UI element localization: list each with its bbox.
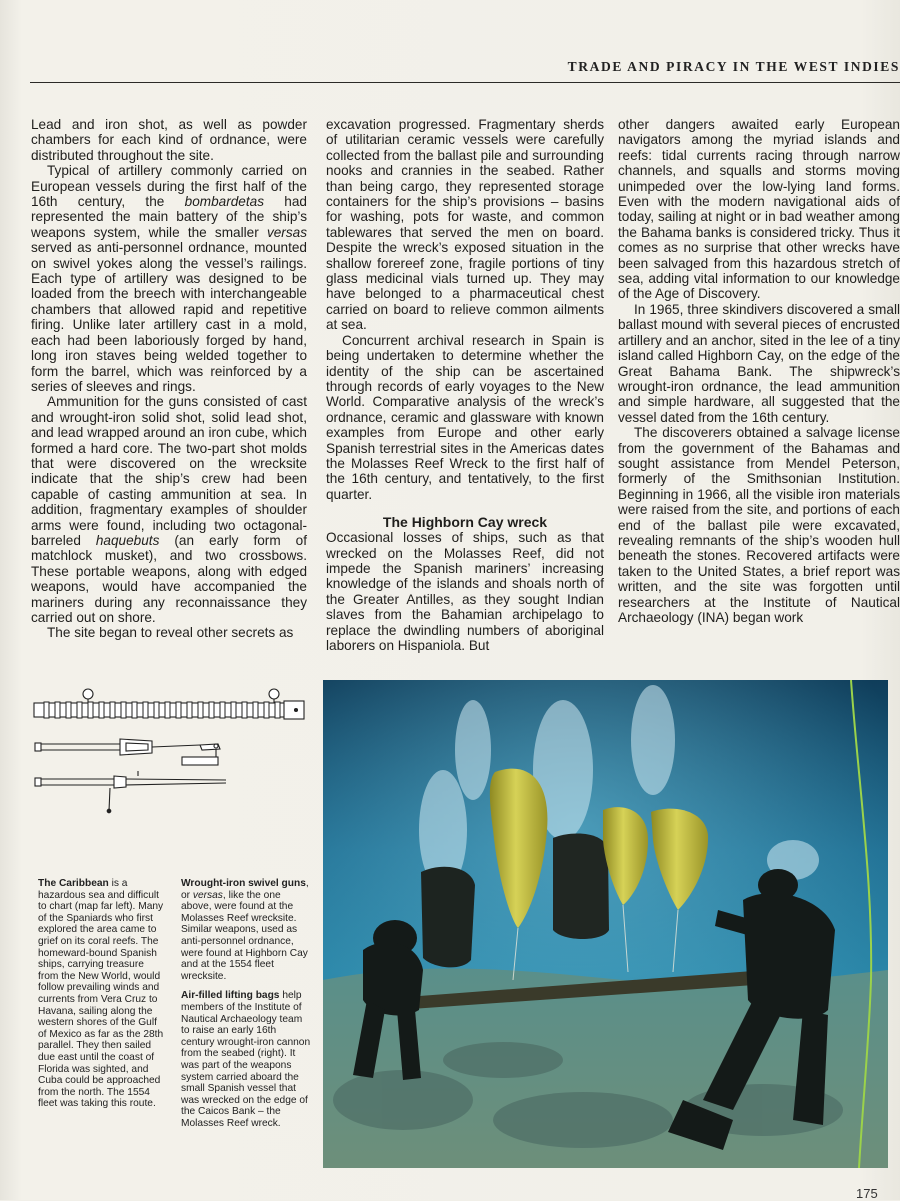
text-column-3 bbox=[618, 117, 900, 625]
caption-title: Air-filled lifting bags bbox=[181, 990, 280, 1002]
caption-lifting-bags: Air-filled lifting bags help members of the Institute of Nautical Archaeology team to raise an early 16th century wrought-iron cannon from the seabed (right). It was part of the weapons system carried aboard the small Spanish vessel that was wrecked on the edge of the Caicos Bank – the Molasses Reef wreck. bbox=[181, 990, 311, 1129]
section-heading: The Highborn Cay wreck bbox=[382, 514, 548, 531]
caption-title: Wrought-iron swivel guns bbox=[181, 878, 306, 889]
paragraph: Occasional losses of ships, such as that wrecked on the Molasses Reef, did not impede the Spanish mariners’ increasing knowledge of the islands and shoals north of the Greater Antilles, as they sought Indian slaves from the Bahamian archipelago to replace the dwindling numbers of aboriginal laborers on Hispaniola. But bbox=[326, 530, 604, 653]
caption-title: The Caribbean bbox=[38, 878, 109, 889]
paragraph: In 1965, three skindivers discovered a small ballast mound with several pieces of encrusted artillery and an anchor, sited in the lee of a tiny island called Highborn Cay, on the edge of the Great Bahama Bank. The shipwreck’s wrought-iron ordnance, the lead ammunition and simple hardware, all suggested that the vessel dated from the 16th century. bbox=[618, 301, 900, 425]
paragraph: Ammunition for the guns consisted of cast and wrought-iron solid shot, solid lead shot, and lead wrapped around an iron cube, which formed a hard core. The two-part shot molds that were discovered on the wrecksite indicate that the ship’s crew had been capable of casting ammunition at sea. In addition, fragmentary examples of shoulder arms were found, including two octagonal-barreled haquebuts (an early form of matchlock musket), and two crossbows. These portable weapons, along with edged weapons, would have accompanied the mariners during any reconnaissance they carried out on shore. bbox=[31, 394, 307, 625]
running-head-title: TRADE AND PIRACY IN THE WEST INDIES bbox=[567, 59, 900, 74]
swivel-gun-drawing bbox=[30, 683, 312, 823]
paragraph: The discoverers obtained a salvage license from the government of the Bahamas and sought assistance from Mendel Peterson, formerly of the Smithsonian Institution. Beginning in 1966, all the visible iron materials were raised from the site, and portions of each end of the ballast pile were excavated, revealing remnants of the ship’s wooden hull beneath the stones. Recovered artifacts were taken to the United States, a brief report was written, and the site was forgotten until researchers at the Institute of Nautical Archaeology (INA) began work bbox=[618, 425, 900, 625]
paragraph: excavation progressed. Fragmentary sherds of utilitarian ceramic vessels were carefully collected from the ballast pile and surrounding nooks and crannies in the seabed. Rather than being cargo, they represented storage containers for the ship’s provisions – basins for washing, pots for waste, and common tablewares that served the men on board. Despite the wreck’s exposed situation in the shallow forereef zone, fragile portions of tiny glass medicinal vials turned up. They may have belonged to a pharmaceutical chest carried on board to relieve common ailments at sea. bbox=[326, 117, 604, 333]
text-column-2 bbox=[326, 117, 604, 653]
paragraph: other dangers awaited early European navigators among the myriad islands and reefs: tidal currents racing through narrow channels, and squalls and storms moving unimpeded over the low-lying land forms. Even with the modern navigational aids of today, sailing at night or in bad weather among the Bahama banks is considered tricky. Thus it comes as no surprise that other wrecks have been salvaged from this hazardous stretch of sea, adding vital information to our knowledge of the Age of Discovery. bbox=[618, 117, 900, 302]
paragraph: Lead and iron shot, as well as powder chambers for each kind of ordnance, were distributed throughout the site. bbox=[31, 117, 307, 163]
text-column-1 bbox=[31, 117, 307, 641]
page-number: 175 bbox=[856, 1186, 878, 1201]
paragraph: Typical of artillery commonly carried on European vessels during the first half of the 16th century, the bombardetas had represented the main battery of the ship’s weapons system, while the smaller versas served as anti-personnel ordnance, mounted on swivel yokes along the vessel’s railings. Each type of artillery was designed to be loaded from the breech with interchangeable chambers that allowed rapid and repetitive firing. Unlike later artillery cast in a mold, each had been laboriously forged by hand, long iron staves being welded together to form the barrel, which was reinforced by a series of sleeves and rings. bbox=[31, 163, 307, 394]
caption-column bbox=[181, 878, 311, 1129]
paragraph: Concurrent archival research in Spain is being undertaken to determine whether the identity of the ship can be ascertained through records of early voyages to the New World. Comparative analysis of the wreck’s ordnance, ceramic and glassware with known examples from Europe and other early Spanish terrestrial sites in the Americas dates the Molasses Reef Wreck to the first half of the 16th century, and tentatively, to the first quarter. bbox=[326, 332, 604, 502]
running-head bbox=[30, 56, 900, 83]
caption-swivel-guns: Wrought-iron swivel guns, or versas, like the one above, were found at the Molasses Reef wrecksite. Similar weapons, used as anti-personnel ordnance, were found at Highborn Cay and at the 1554 fleet wrecksite. bbox=[181, 878, 309, 982]
caption-caribbean: The Caribbean is a hazardous sea and difficult to chart (map far left). Many of the Spaniards who first explored the area came to grief on its coral reefs. The homeward-bound Spanish ships, carrying treasure from the New World, would follow prevailing winds and currents from Vera Cruz to Havana, sailing along the western shores of the Gulf of Mexico as far as the 28th parallel. They then sailed due east until the coast of Florida was sighted, and Cuba could be approached from the north. The 1554 fleet was taking this route. bbox=[38, 878, 164, 1110]
underwater-divers-lifting-bags-photo bbox=[323, 680, 888, 1168]
paragraph: The site began to reveal other secrets as bbox=[47, 625, 294, 641]
